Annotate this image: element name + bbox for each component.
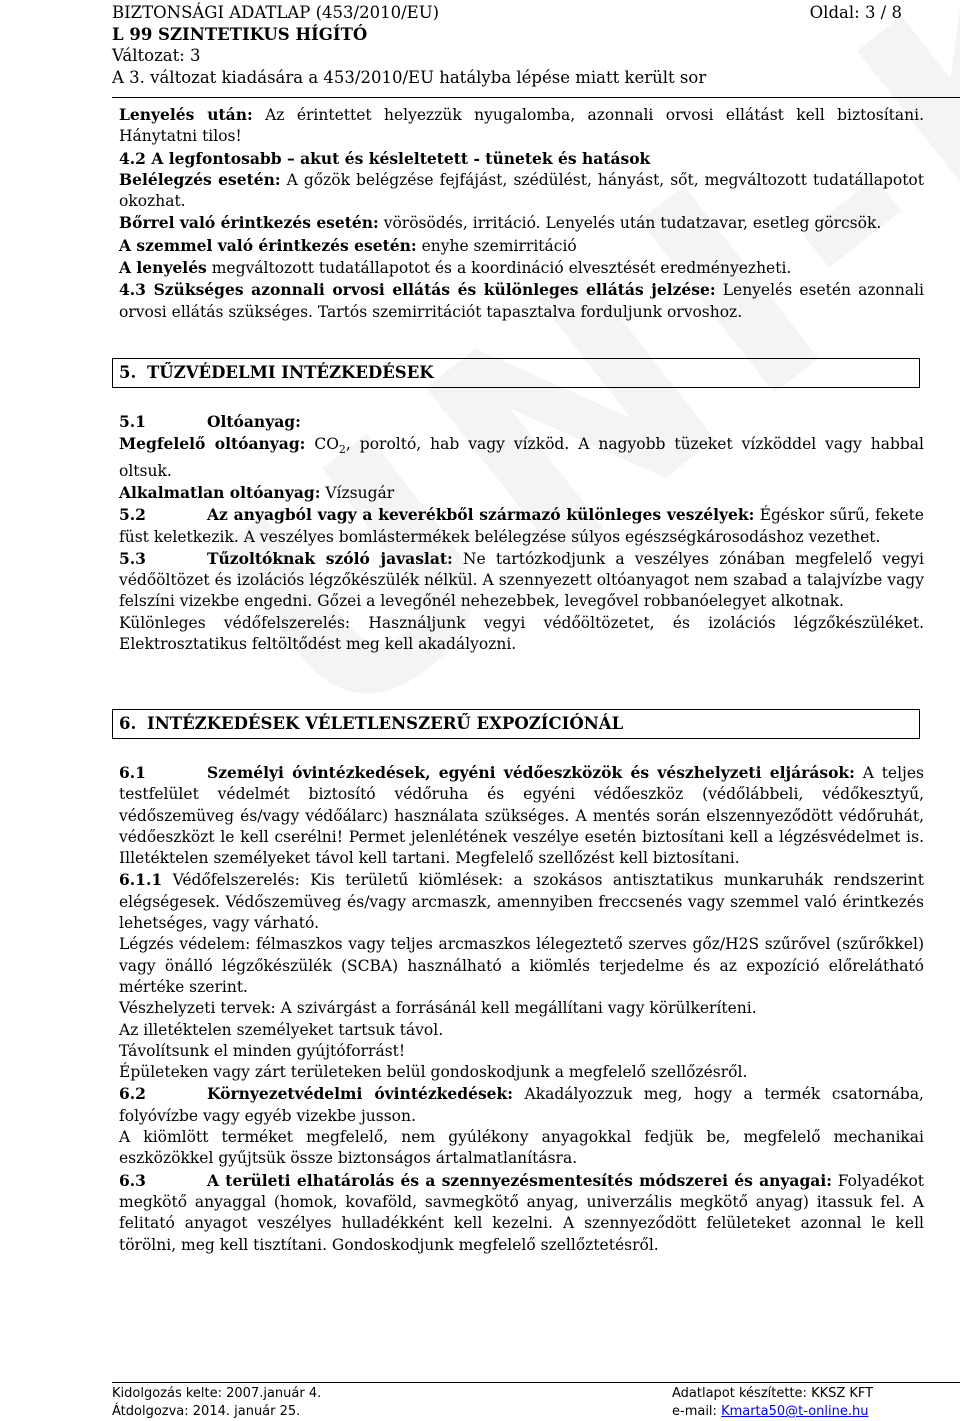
eye-paragraph — [119, 235, 924, 257]
swallow2-paragraph — [119, 257, 924, 279]
revised-date: Átdolgozva: 2014. január 25. — [112, 1404, 301, 1419]
swallow2-label: A lenyelés — [119, 258, 207, 278]
header-rule — [112, 97, 960, 98]
section-5-body — [119, 411, 924, 655]
swallow2-text: megváltozott tudatállapotot és a koordináció elvesztését eredményezheti. — [206, 259, 792, 278]
created-date: Kidolgozás kelte: 2007.január 4. — [112, 1386, 322, 1401]
inhalation-text: A gőzök belégzése fejfájást, szédülést, hányást, sőt, megváltozott tudatállapotot okozhat. — [119, 170, 924, 211]
page-header — [112, 2, 902, 88]
heading-6-2-paragraph: 6.2 Környezetvédelmi óvintézkedések: Akadályozzuk meg, hogy a termék csatornába, folyóvízbe vagy egyéb vizekbe jusson. — [119, 1084, 924, 1125]
header-title: BIZTONSÁGI ADATLAP (453/2010/EU) — [112, 3, 440, 22]
swallow-text: Az érintettet helyezzük nyugalomba, azonnali orvosi ellátást kell biztosítani. Hánytatni tilos! — [119, 106, 924, 146]
ignition-paragraph: Távolítsunk el minden gyújtóforrást! — [119, 1041, 406, 1060]
section-4-continued — [119, 104, 924, 323]
heading-6-1-1-paragraph: 6.1.1 Védőfelszerelés: Kis területű kiömlések: a szokásos antisztatikus munkaruhák rendszerint elégségesek. Védőszemüveg és/vagy arcmaszk, amennyiben freccsenés vagy szemmel való érintkezés lehetséges, vagy várható. — [119, 870, 924, 933]
suitable-agent-label: Megfelelő oltóanyag: — [119, 434, 306, 454]
skin-paragraph — [119, 212, 924, 234]
page-footer — [112, 1385, 902, 1421]
section-5-heading — [112, 358, 920, 388]
heading-4-3-paragraph — [119, 279, 924, 323]
skin-label: Bőrrel való érintkezés esetén: — [119, 213, 379, 233]
footer-rule — [112, 1382, 960, 1383]
skin-text: vörösödés, irritáció. Lenyelés után tudatzavar, esetleg görcsök. — [378, 214, 882, 233]
version-note: A 3. változat kiadására a 453/2010/EU hatályba lépése miatt került sor — [112, 67, 707, 87]
page-number: Oldal: 3 / 8 — [809, 3, 902, 22]
heading-5-2-paragraph: 5.2 Az anyagból vagy a keverékből származó különleges veszélyek: Égéskor sűrű, fekete füst keletkezik. A veszélyes bomlástermékek belélegzése súlyos egészségkárosodáshoz vezethet. — [119, 505, 924, 546]
section-5-number: 5. — [119, 363, 137, 382]
special-equipment-paragraph: Különleges védőfelszerelés: Használjunk vegyi védőöltözetet, és izolációs légzőkészüléket. Elektrosztatikus feltöltődést meg kell akadályozni. — [119, 613, 924, 654]
unsuitable-agent-paragraph: Alkalmatlan oltóanyag: Vízsugár — [119, 482, 395, 502]
inhalation-label: Belélegzés esetén: — [119, 169, 281, 189]
section-6-number: 6. — [119, 714, 137, 733]
heading-5-1: 5.1 Oltóanyag: — [119, 412, 301, 431]
emergency-plans-paragraph: Vészhelyzeti tervek: A szivárgást a forrásánál kell megállítani vagy körülkeríteni. — [119, 999, 757, 1018]
email-line: e-mail: Kmarta50@t-online.hu — [672, 1404, 869, 1419]
suitable-agent-paragraph: Megfelelő oltóanyag: $CO_2$, poroltó, hab vagy vízköd. A nagyobb tüzeket vízköddel vagy habbal oltsuk. — [119, 434, 924, 480]
author: Adatlapot készítette: KKSZ KFT — [672, 1386, 874, 1401]
inhalation-paragraph — [119, 169, 924, 213]
eye-text: enyhe szemirritáció — [416, 236, 577, 255]
heading-4-3: 4.3 Szükséges azonnali orvosi ellátás és különleges ellátás jelzése: — [119, 280, 716, 300]
heading-6-1-paragraph: 6.1 Személyi óvintézkedések, egyéni védőeszközök és vészhelyzeti eljárások: A teljes testfelület védelmét biztosító védőruha és egyéni védőeszköz (védőlábbeli, védőkesztyű, védőszemüveg és/vagy védőálarc) használata szükséges. A mentés során elszennyeződött védőruhát, védőeszközt le kell cserélni! Permet jelenlétének veszélye esetén biztosítani kell a légzésvédelmet is. Illetéktelen személyeket távol kell tartani. Megfelelő szellőzést kell biztosítani. — [119, 763, 924, 868]
heading-4-3-text: Lenyelés esetén azonnali orvosi ellátás szükséges. Tartós szemirritációt tapasztalva forduljunk orvoshoz. — [119, 281, 924, 321]
product-name: L 99 SZINTETIKUS HÍGÍTÓ — [112, 24, 368, 44]
unauthorized-paragraph: Az illetéktelen személyeket tartsuk távol. — [119, 1020, 444, 1039]
containment-paragraph: A kiömlött terméket megfelelő, nem gyúlékony anyagokkal fedjük be, megfelelő mechanikai eszközökkel gyűjtsük össze biztonságos ártalmatlanításra. — [119, 1128, 924, 1168]
section-5-title: TŰZVÉDELMI INTÉZKEDÉSEK — [147, 363, 434, 382]
heading-6-3-paragraph: 6.3 A területi elhatárolás és a szennyezésmentesítés módszerei és anyagai: Folyadékot megkötő anyaggal (homok, kovaföld, savmegkötő anyag, univerzális megkötő anyag) itassuk fel. A felitató anyagot veszélyes hulladékként kell kezelni. A szennyeződött felületeket azonnal le kell törölni, meg kell tisztítani. Gondoskodjunk megfelelő szellőztetésről. — [119, 1170, 924, 1254]
eye-label: A szemmel való érintkezés esetén: — [119, 235, 417, 255]
section-6-heading — [112, 709, 920, 739]
email-link[interactable]: Kmarta50@t-online.hu — [721, 1404, 869, 1419]
section-6-body — [119, 762, 924, 1256]
heading-4-2: 4.2 A legfontosabb – akut és késleltetett - tünetek és hatások — [119, 148, 651, 168]
version-label: Változat: 3 — [112, 46, 201, 65]
breathing-protection-paragraph: Légzés védelem: félmaszkos vagy teljes arcmaszkos lélegeztető szerves gőz/H2S szűrővel (szűrőkkel) vagy önálló légzőkészülék (SCBA) használható a kiömlés terjedelme és az expozíció előrelátható mértéke szerint. — [119, 935, 924, 996]
section-6-title: INTÉZKEDÉSEK VÉLETLENSZERŰ EXPOZÍCIÓNÁL — [147, 714, 624, 733]
swallow-label: Lenyelés után: — [119, 105, 253, 124]
swallow-paragraph — [119, 104, 924, 148]
ventilation-paragraph: Épületeken vagy zárt területeken belül gondoskodjunk a megfelelő szellőzésről. — [119, 1063, 748, 1082]
unsuitable-agent-label: Alkalmatlan oltóanyag: — [119, 482, 321, 502]
heading-5-3-paragraph: 5.3 Tűzoltóknak szóló javaslat: Ne tartózkodjunk a veszélyes zónában megfelelő vegyi védőöltözet és izolációs légzőkészülék nélkül. A szennyezett oltóanyagot nem szabad a talajvízbe vagy felszíni vizekbe engedni. Gőzei a levegőnél nehezebbek, levegővel robbanóelegyet alkotnak. — [119, 548, 924, 611]
